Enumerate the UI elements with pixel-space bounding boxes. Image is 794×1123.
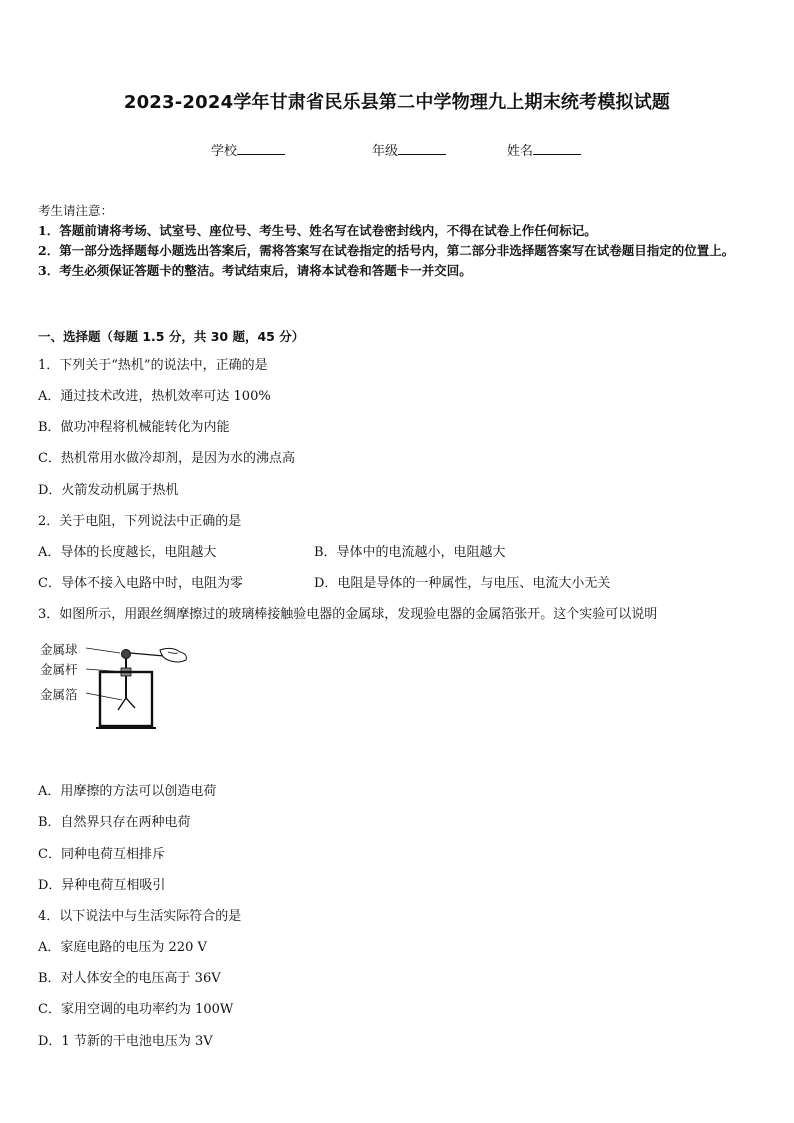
question-1-option-b: B．做功冲程将机械能转化为内能 — [38, 420, 230, 435]
grade-field — [372, 140, 446, 159]
question-1-stem: 1．下列关于“热机”的说法中，正确的是 — [38, 358, 268, 373]
question-1-option-c: C．热机常用水做冷却剂，是因为水的沸点高 — [38, 451, 295, 466]
question-2-option-c: C．导体不接入电路中时，电阻为零 — [38, 576, 243, 591]
question-3-stem: 3．如图所示，用跟丝绸摩擦过的玻璃棒接触验电器的金属球，发现验电器的金属箔张开。这个实验可以说明 — [38, 607, 658, 622]
question-4-stem: 4．以下说法中与生活实际符合的是 — [38, 909, 242, 924]
notice-item: 1．答题前请将考场、试室号、座位号、考生号、姓名写在试卷密封线内，不得在试卷上作任何标记。 — [38, 223, 597, 238]
question-1-option-a: A．通过技术改进，热机效率可达 100% — [38, 389, 271, 404]
school-blank — [237, 142, 285, 155]
school-label: 学校 — [211, 144, 238, 159]
notice-item: 2．第一部分选择题每小题选出答案后，需将答案写在试卷指定的括号内，第二部分非选择题答案写在试卷题目指定的位置上。 — [38, 243, 735, 258]
figure-label-metal-foil: 金属箔 — [40, 687, 78, 702]
question-4-option-d: D．1 节新的干电池电压为 3V — [38, 1034, 213, 1049]
question-1-option-d: D．火箭发动机属于热机 — [38, 483, 179, 498]
name-label: 姓名 — [507, 144, 534, 159]
question-3-option-d: D．异种电荷互相吸引 — [38, 878, 166, 893]
school-field — [211, 140, 285, 159]
notice-head: 考生请注意： — [38, 203, 114, 218]
question-3-option-a: A．用摩擦的方法可以创造电荷 — [38, 784, 217, 799]
question-2-option-d: D．电阻是导体的一种属性，与电压、电流大小无关 — [314, 576, 611, 591]
section-heading: 一、选择题（每题 1.5 分，共 30 题，45 分） — [38, 329, 305, 344]
question-3-option-b: B．自然界只存在两种电荷 — [38, 815, 191, 830]
figure-label-metal-rod: 金属杆 — [40, 662, 78, 677]
name-field — [507, 140, 581, 159]
question-4-option-b: B．对人体安全的电压高于 36V — [38, 971, 221, 986]
grade-blank — [398, 142, 446, 155]
question-2-option-a: A．导体的长度越长，电阻越大 — [38, 545, 217, 560]
notice-item: 3．考生必须保证答题卡的整洁。考试结束后，请将本试卷和答题卡一并交回。 — [38, 263, 472, 278]
name-blank — [533, 142, 581, 155]
electroscope-drawing — [38, 640, 198, 735]
notice-block — [38, 201, 758, 281]
figure-label-metal-ball: 金属球 — [40, 642, 78, 657]
grade-label: 年级 — [372, 144, 399, 159]
question-2-option-b: B．导体中的电流越小，电阻越大 — [314, 545, 506, 560]
question-2-stem: 2．关于电阻，下列说法中正确的是 — [38, 514, 242, 529]
question-4-option-c: C．家用空调的电功率约为 100W — [38, 1002, 234, 1017]
page-title: 2023-2024学年甘肃省民乐县第二中学物理九上期末统考模拟试题 — [123, 92, 671, 113]
electroscope-figure — [38, 640, 198, 735]
question-3-option-c: C．同种电荷互相排斥 — [38, 847, 165, 862]
question-4-option-a: A．家庭电路的电压为 220 V — [38, 940, 207, 955]
